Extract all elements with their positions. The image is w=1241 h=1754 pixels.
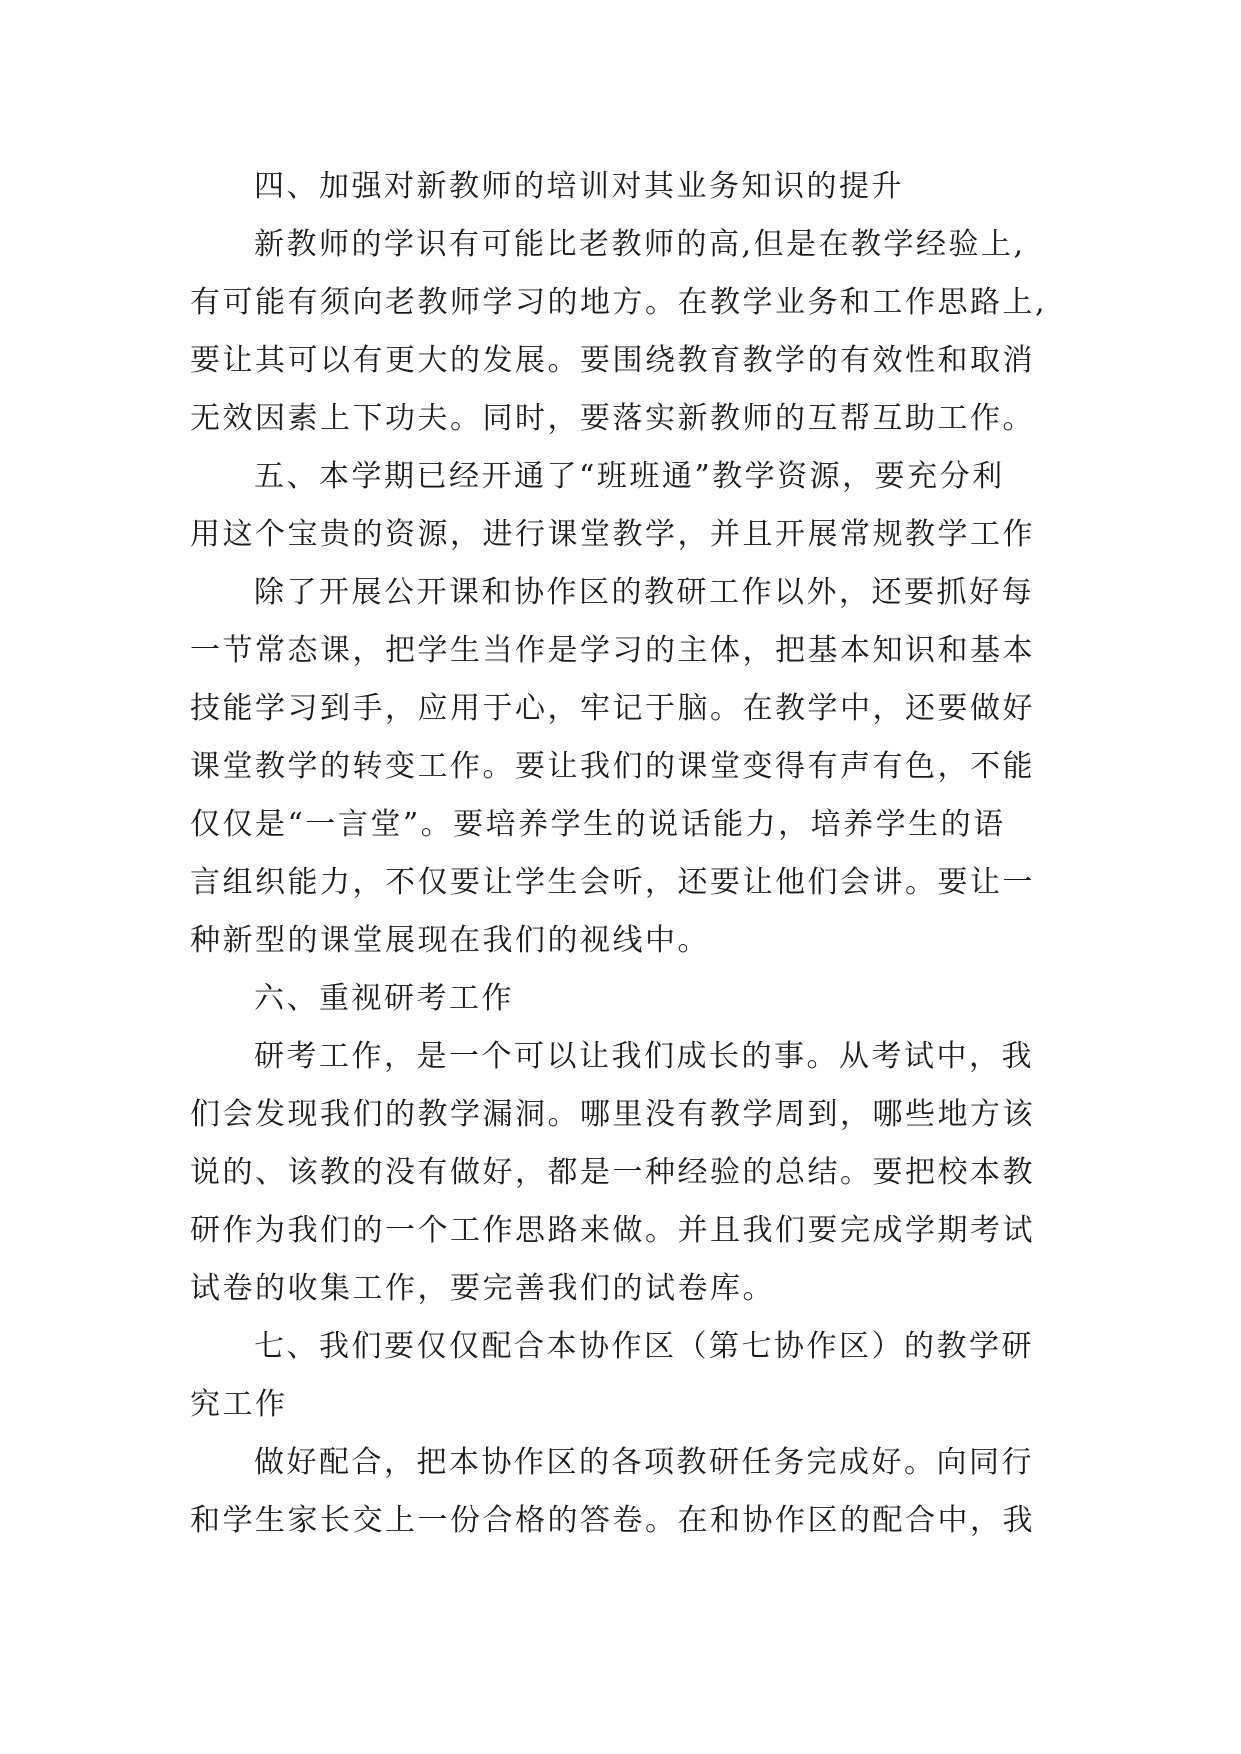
paragraph-line: 课堂教学的转变工作。要让我们的课堂变得有声有色，不能 [190, 749, 1035, 784]
paragraph-line: 研作为我们的一个工作思路来做。并且我们要完成学期考试 [190, 1213, 1035, 1248]
heading-section-five: 五、本学期已经开通了“班班通”教学资源，要充分利 [254, 459, 1005, 494]
paragraph-line: 新教师的学识有可能比老教师的高,但是在教学经验上, [254, 227, 1026, 262]
paragraph-line: 无效因素上下功夫。同时，要落实新教师的互帮互助工作。 [190, 401, 1035, 436]
heading-section-seven-cont: 究工作 [190, 1387, 288, 1422]
paragraph-line: 一节常态课，把学生当作是学习的主体，把基本知识和基本 [190, 633, 1035, 668]
paragraph-line: 研考工作，是一个可以让我们成长的事。从考试中，我 [254, 1039, 1034, 1074]
heading-section-five-cont: 用这个宝贵的资源，进行课堂教学，并且开展常规教学工作 [190, 517, 1035, 552]
heading-section-six: 六、重视研考工作 [254, 981, 514, 1016]
paragraph-line: 和学生家长交上一份合格的答卷。在和协作区的配合中，我 [190, 1503, 1035, 1538]
paragraph-line: 种新型的课堂展现在我们的视线中。 [190, 923, 710, 958]
paragraph-line: 要让其可以有更大的发展。要围绕教育教学的有效性和取消 [190, 343, 1035, 378]
heading-section-four: 四、加强对新教师的培训对其业务知识的提升 [254, 169, 904, 204]
paragraph-line: 有可能有须向老教师学习的地方。在教学业务和工作思路上, [190, 285, 1048, 320]
paragraph-line: 们会发现我们的教学漏洞。哪里没有教学周到，哪些地方该 [190, 1097, 1035, 1132]
paragraph-line: 除了开展公开课和协作区的教研工作以外，还要抓好每 [254, 575, 1034, 610]
paragraph-line: 仅仅是“一言堂”。要培养学生的说话能力，培养学生的语 [190, 807, 1006, 842]
document-body [190, 158, 1060, 1550]
heading-section-seven: 七、我们要仅仅配合本协作区（第七协作区）的教学研 [254, 1329, 1034, 1364]
paragraph-line: 言组织能力，不仅要让学生会听，还要让他们会讲。要让一 [190, 865, 1035, 900]
paragraph-line: 技能学习到手，应用于心，牢记于脑。在教学中，还要做好 [190, 691, 1035, 726]
paragraph-line: 试卷的收集工作，要完善我们的试卷库。 [190, 1271, 775, 1306]
paragraph-line: 做好配合，把本协作区的各项教研任务完成好。向同行 [254, 1445, 1034, 1480]
paragraph-line: 说的、该教的没有做好，都是一种经验的总结。要把校本教 [190, 1155, 1035, 1190]
